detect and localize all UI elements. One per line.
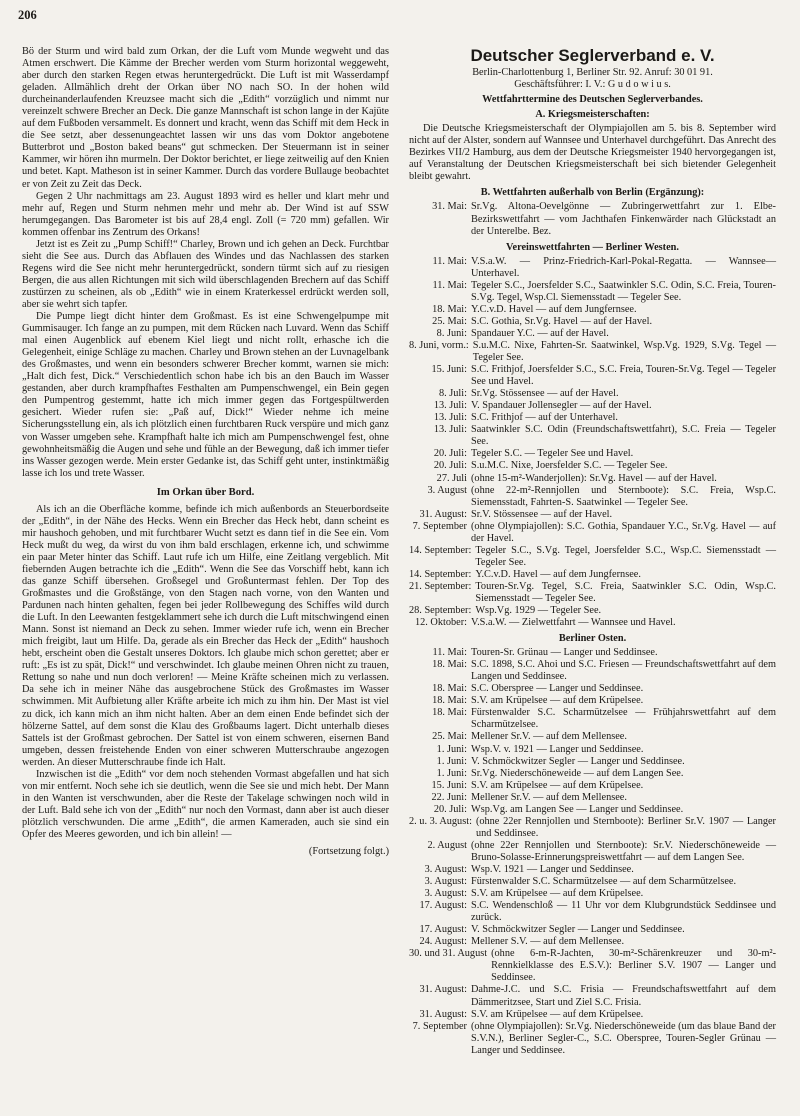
entry-date: 2. u. 3. August: <box>409 815 472 827</box>
schedule-entry <box>409 756 776 768</box>
schedule-entry <box>409 876 776 888</box>
schedule-entry <box>409 1021 776 1057</box>
schedule-entry <box>409 695 776 707</box>
entry-date: 18. Mai: <box>432 683 467 695</box>
org-manager: Geschäftsführer: I. V.: G u d o w i u s. <box>514 79 671 91</box>
entry-text: Mellener Sr.V. — auf dem Mellensee. <box>471 791 627 803</box>
schedule-entry <box>409 256 776 280</box>
entry-text: Fürstenwalder S.C. Scharmützelsee — Frühjahrswettfahrt auf dem Scharmützelsee. <box>471 707 776 731</box>
schedule-entry <box>409 731 776 743</box>
entry-text: S.u.M.C. Nixe, Joersfelder S.C. — Tegeler See. <box>471 460 668 472</box>
schedule-entry <box>409 400 776 412</box>
section-a-title: A. Kriegsmeisterschaften: <box>535 109 650 121</box>
entry-date: 8. Juni, vorm.: <box>409 339 469 351</box>
org-title: Deutscher Seglerverband e. V. <box>470 46 715 65</box>
entry-text: Wsp.Vg. 1929 — Tegeler See. <box>475 605 602 617</box>
schedule-entry <box>409 201 776 237</box>
entry-text: S.V. am Krüpelsee — auf dem Krüpelsee. <box>471 779 644 791</box>
schedule-entry <box>409 412 776 424</box>
entry-date: 31. August: <box>419 984 467 996</box>
entry-date: 1. Juni: <box>436 767 467 779</box>
ost-list <box>409 647 776 1057</box>
schedule-entry <box>409 744 776 756</box>
entry-text: Mellener S.V. — auf dem Mellensee. <box>471 936 625 948</box>
org-address: Berlin-Charlottenburg 1, Berliner Str. 92. Anruf: 30 01 91. <box>472 67 713 78</box>
entry-date: 12. Oktober: <box>414 617 467 629</box>
entry-text: S.C. Frithjof — auf der Unterhavel. <box>471 412 618 424</box>
entry-text: V.S.a.W. — Prinz-Friedrich-Karl-Pokal-Regatta. — Wannsee—Unterhavel. <box>471 255 776 279</box>
entry-date: 1. Juni: <box>436 755 467 767</box>
entry-date: 11. Mai: <box>432 255 467 267</box>
entry-date: 25. Mai: <box>432 731 467 743</box>
entry-date: 3. August: <box>424 888 467 900</box>
entry-date: 13. Juli: <box>433 412 467 424</box>
paragraph: Jetzt ist es Zeit zu „Pump Schiff!“ Charley, Brown und ich gehen an Deck. Furchtbar sieht die See aus. Durch das Abflauen des Windes und das Nachlassen des starken Regens wird die See nicht mehr heruntergedrückt, sondern türmt sich auf zu riesigen Bergen, die aus allen Richtungen mit sich wild überschlagenden Brechern auf das Schiff zustürzen zu scheinen, als ob „Edith“ wie in einem Kraterkessel erdrückt werden soll, aber sie wehrt sich tapfer. <box>22 238 389 310</box>
entry-date: 8. Juli: <box>438 388 467 400</box>
entry-text: V. Schmöckwitzer Segler — Langer und Seddinsee. <box>471 924 685 936</box>
entry-date: 18. Mai: <box>432 659 467 671</box>
schedule-entry <box>409 328 776 340</box>
entry-text: Mellener Sr.V. — auf dem Mellensee. <box>471 731 627 743</box>
two-column-layout <box>22 46 776 1106</box>
entry-text: Sr.Vg. Niederschöneweide — auf dem Langen See. <box>471 767 684 779</box>
entry-text: V.S.a.W. — Zielwettfahrt — Wannsee und Havel. <box>471 617 676 629</box>
schedule-entry <box>409 864 776 876</box>
schedule-entry <box>409 581 776 605</box>
entry-text: Dahme-J.C. und S.C. Frisia — Freundschaftswettfahrt auf dem Dämmeritzsee, Start und Ziel S.C. Frisia. <box>471 984 776 1008</box>
entry-text: S.V. am Krüpelsee — auf dem Krüpelsee. <box>471 1008 644 1020</box>
schedule-entry <box>409 569 776 581</box>
entry-date: 14. September: <box>409 544 472 556</box>
entry-text: Touren-Sr. Grünau — Langer und Seddinsee. <box>471 647 658 659</box>
entry-text: Sr.V. Stössensee — auf der Havel. <box>471 508 613 520</box>
schedule-entry <box>409 473 776 485</box>
entry-text: Spandauer Y.C. — auf der Havel. <box>471 327 609 339</box>
entry-date: 30. und 31. August <box>409 948 488 960</box>
entry-text: S.C. Frithjof, Joersfelder S.C., S.C. Freia, Touren-Sr.Vg. Tegel — Tegeler See und Havel. <box>471 364 776 388</box>
schedule-entry <box>409 792 776 804</box>
entry-text: S.C. 1898, S.C. Ahoi und S.C. Friesen — Freundschaftswettfahrt auf dem Langen und Seddinsee. <box>471 659 776 683</box>
entry-text: S.C. Oberspree — Langer und Seddinsee. <box>471 683 644 695</box>
west-list <box>409 256 776 629</box>
entry-text: V. Schmöckwitzer Segler — Langer und Seddinsee. <box>471 755 685 767</box>
section-b-list <box>409 201 776 237</box>
entry-text: Tegeler S.C. — Tegeler See und Havel. <box>471 448 634 460</box>
schedule-entry <box>409 485 776 509</box>
schedule-entry <box>409 780 776 792</box>
schedule-entry <box>409 509 776 521</box>
schedule-subtitle: Wettfahrttermine des Deutschen Seglerverbandes. <box>482 94 703 106</box>
entry-date: 18. Mai: <box>432 707 467 719</box>
entry-date: 3. August: <box>424 864 467 875</box>
entry-date: 14. September: <box>409 568 472 580</box>
schedule-entry <box>409 617 776 629</box>
entry-date: 11. Mai: <box>432 279 467 291</box>
entry-text: (ohne 6-m-R-Jachten, 30-m²-Schärenkreuzer und 30-m²-Rennkielklasse des E.S.V.): Berliner S.V. 1907 — Langer und Seddinsee. <box>491 948 776 984</box>
entry-text: S.C. Gothia, Sr.Vg. Havel — auf der Havel. <box>471 315 653 327</box>
schedule-entry <box>409 659 776 683</box>
entry-text: Saatwinkler S.C. Odin (Freundschaftswettfahrt), S.C. Freia — Tegeler See. <box>471 424 776 448</box>
entry-date: 15. Juni: <box>431 779 467 791</box>
schedule-entry <box>409 280 776 304</box>
schedule-entry <box>409 1009 776 1021</box>
entry-text: (ohne Olympiajollen): Sr.Vg. Niederschöneweide (um das blaue Band der S.V.N.), Berliner Segler-C., S.C. Oberspree, Touren-Segler Grünau — Langer und Seddinsee. <box>471 1020 776 1056</box>
entry-date: 22. Juni: <box>431 791 467 803</box>
schedule-entry <box>409 521 776 545</box>
entry-date: 13. Juli: <box>433 400 467 412</box>
entry-date: 31. Mai: <box>432 201 467 213</box>
schedule-entry <box>409 768 776 780</box>
schedule-entry <box>409 304 776 316</box>
entry-date: 17. August: <box>419 900 467 912</box>
paragraph: Gegen 2 Uhr nachmittags am 23. August 1893 wird es heller und klart mehr und mehr auf, Regen und Sturm nehmen mehr und mehr ab. Der Wind ist auf SSW herumgegangen. Das Barometer ist bis auf 28,4 engl. Zoll (= 720 mm) gefallen. Wir kommen offenbar ins Zentrum des Orkans! <box>22 190 389 238</box>
paragraph: Als ich an die Oberfläche komme, befinde ich mich außenbords an Steuerbordseite der „Edith“, in der Nähe des Hecks. Wenn ein Brecher das Heck hebt, dann scheint es mir haushoch gehoben, und mit furchtbarer Wucht setzt es dann tief in die See ein. Vom Heck mußt du weg, da wirst du von ihm bald erschlagen, erkenne ich, und schwimme ein paar Meter hinter das Schiff. Laut rufe ich um Hilfe, eine Zeitlang vergeblich. Mit fiebernden Augen betrachte ich die „Edith“. Wenn die See das Vorschiff hebt, kann ich das ganze Schiff übersehen. Großsegel und Großuntermast fehlen. Der Top des Großmastes und die Großstänge, von den Stagen nach vorne, von den Wanten und Pardunen nach hinten gehalten, fegen bei jeder Rollbewegung des Schiffes wild durch die Luft. In den Leewanten festgeklammert sehe ich durch die Luft mitschwingend einen Mann. Sonst ist niemand an Deck zu sehen. Immer wieder rufe ich, wenn ein Brecher mich freigibt, laut um Hilfe. Da, gerade als ein Brecher das Heck der „Edith“ haushoch hebt, erscheint oben die Gestalt unseres Doktors. Ich glaube mich schon gerettet; aber er ruft: „Es ist zu spät, Dick!“ und verschwindet. Ich glaube meinen Ohren nicht zu trauen, Rettung so nahe und nun doch verloren! — Meine Kräfte scheinen mich zu verlassen. Da sehe ich in meiner Nähe das ausgebrochene Stück des Großmastes im Wasser schwimmen. Mit Aufbietung aller Kräfte arbeite ich mich zu ihm hin. Der Mast ist viel zu dick, ich kann mich an ihm nicht halten. Aber an dem einen Ende befindet sich der hölzerne Sattel, auf dem sonst die Klau des Großbaums lagert. Dicht unterhalb dieses Sattels ist der Großmast gebrochen. Der Sattel ist von einem schweren, eisernen Band umgeben, dessen freistehende Enden von einer schweren Mutterschraube angezogen werden. An dieser Mutterschraube finde ich Halt. <box>22 503 389 768</box>
entry-date: 18. Mai: <box>432 303 467 315</box>
entry-date: 17. August: <box>419 924 467 936</box>
ost-title: Berliner Osten. <box>558 633 627 645</box>
entry-text: (ohne Olympiajollen): S.C. Gothia, Spandauer Y.C., Sr.Vg. Havel — auf der Havel. <box>471 520 776 544</box>
entry-text: Tegeler S.C., Joersfelder S.C., Saatwinkler S.C. Odin, S.C. Freia, Touren-S.Vg. Tegel, Wsp.Cl. Siemensstadt — Tegeler See. <box>471 279 776 303</box>
entry-date: 2. August <box>427 839 467 851</box>
entry-date: 15. Juni: <box>431 364 467 376</box>
entry-date: 3. August: <box>424 876 467 888</box>
entry-text: S.V. am Krüpelsee — auf dem Krüpelsee. <box>471 888 644 900</box>
schedule-entry <box>409 340 776 364</box>
entry-text: Sr.Vg. Altona-Oevelgönne — Zubringerwettfahrt zur 1. Elbe-Bezirkswettfahrt — vom Jachthafen Finkenwärder nach Glückstadt an der Unterelbe. Bez. <box>471 201 776 237</box>
schedule-entry <box>409 948 776 984</box>
schedule-entry <box>409 924 776 936</box>
schedule-entry <box>409 888 776 900</box>
schedule-entry <box>409 900 776 924</box>
entry-text: Y.C.v.D. Havel — auf dem Jungfernsee. <box>475 568 641 580</box>
entry-text: Fürstenwalder S.C. Scharmützelsee — auf dem Scharmützelsee. <box>471 876 737 888</box>
section-a-text: Die Deutsche Kriegsmeisterschaft der Olympiajollen am 5. bis 8. September wird nicht auf der Alster, sondern auf Wannsee und Unterhavel durchgeführt. Das Anrecht des Bezirkes VII/2 Hamburg, aus dem der Deutsche Kriegsmeister 1940 hervorgegangen ist, auf Veranstaltung der Deutschen Kriegsmeisterschaft bei sich bietender Gelegenheit bleibt gewahrt. <box>409 123 776 183</box>
paragraph: Inzwischen ist die „Edith“ vor dem noch stehenden Vormast abgefallen und hat sich von mir entfernt. Noch sehe ich sie deutlich, wenn die See sie und mich hebt. Der Mann in den Wanten ist verschwunden, aber die Reste der Takelage schwingen noch wild in der Luft. Bald sehe ich von der „Edith“ nur noch den Vormast, dann aber ist auch dieser plötzlich verschwunden. Die arme „Edith“, die armen Kameraden, auch sie sind ein Opfer des Meeres geworden, und ich bin allein! — <box>22 768 389 840</box>
left-column <box>22 46 389 1106</box>
schedule-entry <box>409 804 776 816</box>
entry-text: S.C. Wendenschloß — 11 Uhr vor dem Klubgrundstück Seddinsee und zurück. <box>471 900 776 924</box>
entry-text: (ohne 22er Rennjollen und Sternboote): Berliner Sr.V. 1907 — Langer und Seddinsee. <box>475 815 776 839</box>
west-title: Vereinswettfahrten — Berliner Westen. <box>506 241 679 253</box>
schedule-entry <box>409 545 776 569</box>
entry-text: Tegeler S.C., S.Vg. Tegel, Joersfelder S.C., Wsp.C. Siemensstadt — Tegeler See. <box>475 544 776 568</box>
continued-note: (Fortsetzung folgt.) <box>308 846 389 858</box>
section-b-title: B. Wettfahrten außerhalb von Berlin (Ergänzung): <box>480 187 705 199</box>
entry-date: 27. Juli <box>436 472 467 484</box>
entry-text: S.V. am Krüpelsee — auf dem Krüpelsee. <box>471 695 644 707</box>
entry-date: 3. August <box>427 484 467 496</box>
schedule-entry <box>409 388 776 400</box>
entry-date: 28. September: <box>409 605 472 617</box>
right-column <box>409 46 776 1106</box>
entry-text: Wsp.V. v. 1921 — Langer und Seddinsee. <box>471 743 644 755</box>
entry-date: 20. Juli: <box>433 460 467 472</box>
story-paragraphs-bottom <box>22 504 389 841</box>
entry-date: 11. Mai: <box>432 647 467 659</box>
story-section-title: Im Orkan über Bord. <box>156 486 255 498</box>
schedule-entry <box>409 936 776 948</box>
entry-date: 7. September <box>412 1020 467 1032</box>
entry-text: Touren-Sr.Vg. Tegel, S.C. Freia, Saatwinkler S.C. Odin, Wsp.C. Siemensstadt — Tegeler See. <box>475 580 776 604</box>
entry-date: 24. August: <box>419 936 467 948</box>
entry-date: 20. Juli: <box>433 803 467 815</box>
entry-text: V. Spandauer Jollensegler — auf der Havel. <box>471 400 652 412</box>
entry-date: 18. Mai: <box>432 695 467 707</box>
entry-text: (ohne 22-m²-Rennjollen und Sternboote): S.C. Freia, Wsp.C. Siemensstadt, Fahrten-S. Saatwinkel — Tegeler See. <box>471 484 776 508</box>
schedule-entry <box>409 448 776 460</box>
entry-date: 1. Juni: <box>436 743 467 755</box>
schedule-entry <box>409 840 776 864</box>
entry-text: Y.C.v.D. Havel — auf dem Jungfernsee. <box>471 303 637 315</box>
schedule-entry <box>409 683 776 695</box>
schedule-entry <box>409 460 776 472</box>
story-paragraphs-top <box>22 46 389 480</box>
schedule-entry <box>409 364 776 388</box>
schedule-entry <box>409 816 776 840</box>
schedule-entry <box>409 984 776 1008</box>
schedule-entry <box>409 647 776 659</box>
paragraph: Die Pumpe liegt dicht hinter dem Großmast. Es ist eine Schwengelpumpe mit Gummisauger. Ich fange an zu pumpen, mit dem Rücken nach Luvard. Wenn das Schiff mal einen Augenblick auf ebenem Kiel liegt und nicht rollt, erhasche ich die Gelegenheit, einige Schläge zu machen. Charley und Brown stehen an der Luvnagelbank des Großmastes, und wenn ein besonders schwerer Brecher kommt, warnen sie mich: „Halt dich fest, Dick.“ Verschiedentlich schon habe ich bis an den Bauch im Wasser gestanden, aber durch krampfhaftes Festhalten am Pumpenschwengel, ein Bein gegen den Pumpentrog gestemmt, hatte ich mich immer gegen das Fortgespültwerden gesichert. Wieder rufen sie: „Paß auf, Dick!“ Wieder nehme ich meine Sicherungsstellung ein, als ich plötzlich einen furchtbaren Ruck verspüre und mich ganz von Wasser umgeben sehe. Krampfhaft halte ich mich am Pumpenschwengel fest, ohne gewohnheitsmäßig die Augen und sehe und fühle an der Bewegung, daß ich immer tiefer ins Wasser gezogen werde. Mein erster Gedanke ist, das Schiff geht unter, instinktmäßig lasse ich los und trete Wasser. <box>22 311 389 479</box>
entry-date: 31. August: <box>419 508 467 520</box>
entry-text: Wsp.Vg. am Langen See — Langer und Seddinsee. <box>471 803 684 815</box>
entry-date: 21. September: <box>409 580 472 592</box>
page-number: 206 <box>18 8 37 22</box>
schedule-entry <box>409 316 776 328</box>
entry-text: Wsp.V. 1921 — Langer und Seddinsee. <box>471 864 634 875</box>
paragraph: Bö der Sturm und wird bald zum Orkan, der die Luft vom Munde wegweht und das Atmen erschwert. Die Kämme der Brecher werden vom Sturm horizontal weggeweht, aber durch den starken Regen etwas heruntergedrückt. Die Luft ist mit Wasserdampf geladen. Allmählich dreht der Orkan über NO nach SO. In der hohen wild durcheinanderlaufenden Kreuzsee macht sich die „Edith“ vorzüglich und nimmt nur vereinzelt schwere Brecher an Deck. Die ganze Mannschaft ist schon lange in der Kajüte auf dem Fußboden versammelt. Es donnert und kracht, wenn das Schiff mit dem Heck in die See setzt, aber dessenungeachtet lassen wir uns das vom Doktor angebotene Butterbrot und „Boston baked beans“ gut schmecken. Der Steuermann ist in seiner Kammer, wir hören ihn murmeln. Der Doktor berichtet, er liege zeitweilig auf den Knien und betet. Kapt. Matheson ist in seiner Kammer. Durch das vordere Bullauge beobachtet er von Zeit zu Zeit das Deck. <box>22 46 389 190</box>
entry-text: S.u.M.C. Nixe, Fahrten-Sr. Saatwinkel, Wsp.Vg. 1929, S.Vg. Tegel — Tegeler See. <box>472 339 776 364</box>
schedule-entry <box>409 424 776 448</box>
entry-date: 7. September <box>412 520 467 532</box>
schedule-entry <box>409 707 776 731</box>
entry-date: 13. Juli: <box>433 424 467 436</box>
entry-date: 25. Mai: <box>432 315 467 327</box>
entry-text: Sr.Vg. Stössensee — auf der Havel. <box>471 388 619 400</box>
entry-date: 31. August: <box>419 1008 467 1020</box>
entry-text: (ohne 22er Rennjollen und Sternboote): Sr.V. Niederschöneweide — Bruno-Solasse-Erinnerungspreiswettfahrt — auf dem Langen See. <box>471 839 776 863</box>
entry-date: 20. Juli: <box>433 448 467 460</box>
schedule-entry <box>409 605 776 617</box>
entry-date: 8. Juni: <box>436 327 467 339</box>
entry-text: (ohne 15-m²-Wanderjollen): Sr.Vg. Havel — auf der Havel. <box>471 472 717 484</box>
